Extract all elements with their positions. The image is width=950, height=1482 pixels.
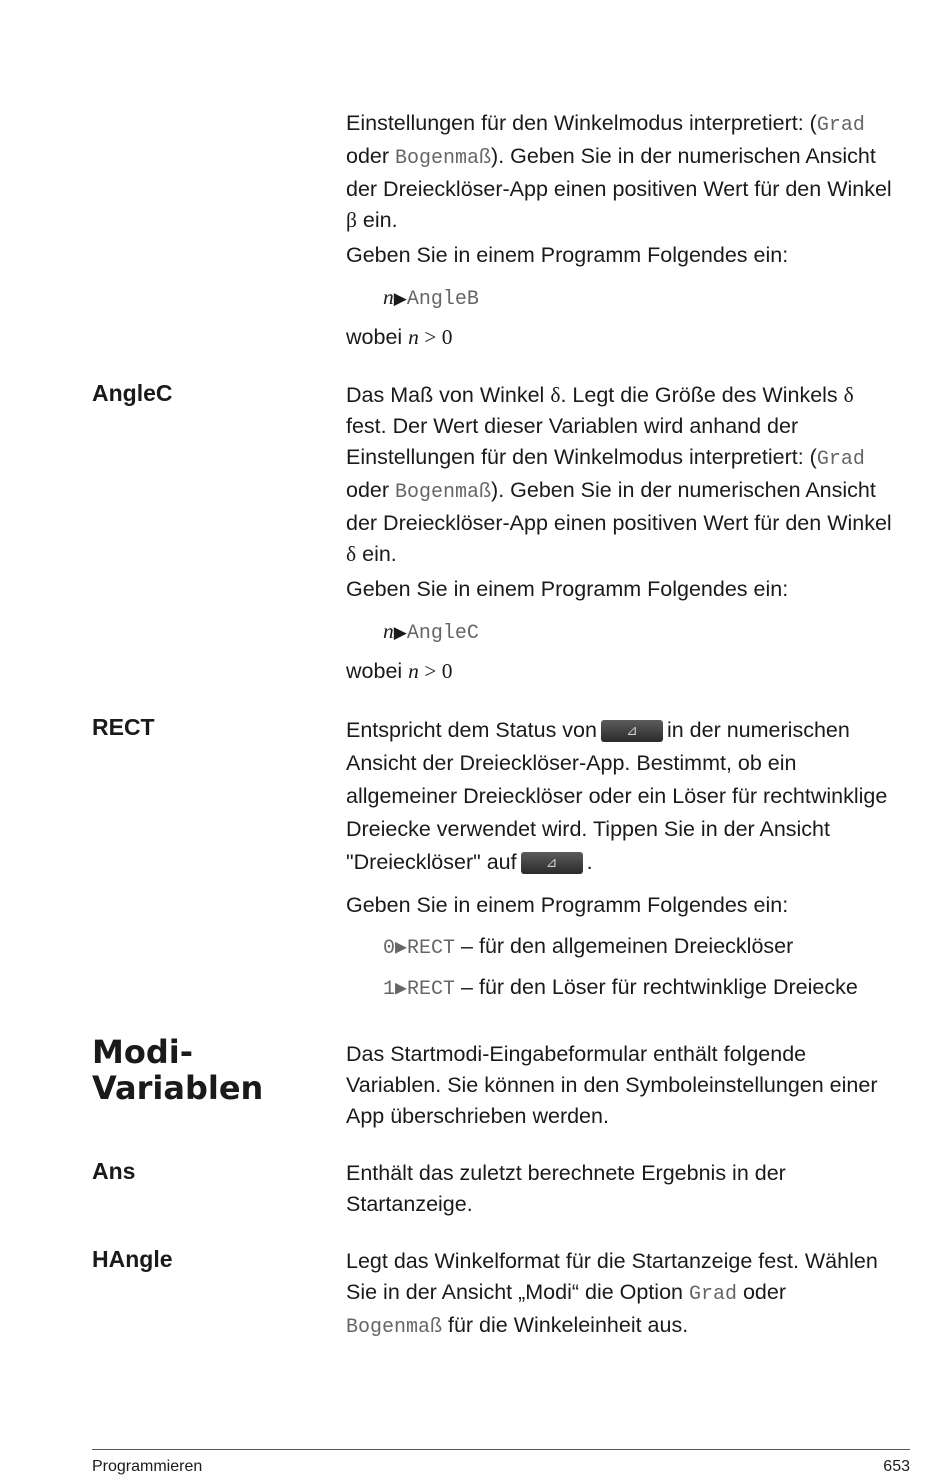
code-0-rect: 0▶RECT — [383, 937, 456, 960]
text-line: Entspricht dem Status von — [346, 718, 597, 742]
text-line: Dreiecke verwendet wird. Tippen Sie in der Ansicht — [346, 817, 830, 841]
text-line: allgemeiner Dreiecklöser oder ein Löser für rechtwinklige — [346, 784, 888, 808]
var-n: n — [408, 659, 419, 683]
text-line: App überschrieben werden. — [346, 1104, 609, 1128]
text-line: Das Maß von Winkel — [346, 383, 551, 407]
code-bogenmass: Bogenmaß — [346, 1316, 443, 1339]
right-triangle-button: ⊿ — [601, 720, 663, 742]
beta-symbol: β — [346, 208, 357, 232]
var-n: n — [383, 285, 394, 309]
text-wobei: wobei — [346, 325, 409, 349]
section-heading-modi-variablen — [92, 1034, 263, 1106]
text-line: Ansicht der Dreiecklöser-App. Bestimmt, ob ein — [346, 751, 797, 775]
text-line: ). Geben Sie in der numerischen Ansicht — [491, 478, 876, 502]
code-bogenmass: Bogenmaß — [395, 481, 492, 504]
text-line: Einstellungen für den Winkelmodus interpretiert: ( — [346, 445, 817, 469]
text-wobei: wobei — [346, 659, 409, 683]
program-instruction: Geben Sie in einem Programm Folgendes ein: — [346, 243, 789, 267]
text-line: fest. Der Wert dieser Variablen wird anhand der — [346, 414, 799, 438]
text-line: für die Winkeleinheit aus. — [442, 1313, 689, 1337]
store-arrow-icon: ▶ — [393, 289, 407, 308]
text-line: . — [586, 850, 593, 874]
program-instruction: Geben Sie in einem Programm Folgendes ein: — [346, 577, 789, 601]
text-line: Startanzeige. — [346, 1192, 473, 1216]
text-line: ). Geben Sie in der numerischen Ansicht — [491, 144, 876, 168]
condition — [346, 656, 911, 687]
hangle-description — [346, 1246, 911, 1343]
angleb-description — [346, 108, 911, 236]
code-example — [383, 616, 948, 649]
text-line: der Dreiecklöser-App einen positiven Wert für den Winkel — [346, 511, 892, 535]
footer-chapter: Programmieren — [92, 1458, 203, 1475]
text-line: Legt das Winkelformat für die Startanzeige fest. Wählen — [346, 1249, 878, 1273]
program-instruction: Geben Sie in einem Programm Folgendes ein: — [346, 893, 789, 917]
heading-line: Variablen — [92, 1069, 264, 1107]
text-line: Sie in der Ansicht „Modi“ die Option — [346, 1280, 689, 1304]
modi-description — [346, 1039, 911, 1132]
text-line: oder — [346, 478, 396, 502]
right-triangle-button: ⊿ — [521, 852, 583, 874]
text-line: Variablen. Sie können in den Symboleinstellungen einer — [346, 1073, 878, 1097]
text-line: – für den allgemeinen Dreiecklöser — [455, 934, 794, 958]
code-example-1 — [383, 972, 923, 1005]
ans-description — [346, 1158, 911, 1220]
code-example — [383, 282, 948, 315]
page-number: 653 — [883, 1458, 910, 1475]
delta-symbol: δ — [550, 383, 561, 407]
code-example-0 — [383, 931, 923, 964]
condition — [346, 322, 911, 353]
text-line: . Legt die Größe des Winkels — [560, 383, 844, 407]
delta-symbol: δ — [346, 542, 357, 566]
text-line: ein. — [356, 542, 397, 566]
rect-description — [346, 714, 911, 879]
condition-rest: > 0 — [418, 659, 453, 683]
delta-symbol: δ — [843, 383, 854, 407]
term-anglec: AngleC — [92, 380, 173, 406]
footer-divider — [92, 1449, 910, 1450]
text-line: oder — [737, 1280, 787, 1304]
code-grad: Grad — [816, 448, 865, 471]
text-line: Einstellungen für den Winkelmodus interpretiert: ( — [346, 111, 817, 135]
var-n: n — [383, 619, 394, 643]
code-angleb: AngleB — [406, 288, 479, 311]
text-line: Das Startmodi-Eingabeformular enthält folgende — [346, 1042, 807, 1066]
condition-rest: > 0 — [418, 325, 453, 349]
code-anglec: AngleC — [406, 622, 479, 645]
text-line: Enthält das zuletzt berechnete Ergebnis in der — [346, 1161, 786, 1185]
var-n: n — [408, 325, 419, 349]
code-grad: Grad — [816, 114, 865, 137]
text-line: oder — [346, 144, 396, 168]
text-line: in der numerischen — [666, 718, 850, 742]
code-grad: Grad — [688, 1283, 737, 1306]
text-line: ein. — [356, 208, 398, 232]
code-bogenmass: Bogenmaß — [395, 147, 492, 170]
text-line: – für den Löser für rechtwinklige Dreiecke — [455, 975, 858, 999]
text-line: der Dreiecklöser-App einen positiven Wert für den Winkel — [346, 177, 892, 201]
text-line: "Dreiecklöser" auf — [346, 850, 517, 874]
code-1-rect: 1▶RECT — [383, 978, 456, 1001]
heading-line: Modi- — [92, 1033, 193, 1071]
anglec-description — [346, 380, 911, 570]
store-arrow-icon: ▶ — [393, 623, 407, 642]
term-ans: Ans — [92, 1158, 136, 1184]
term-rect: RECT — [92, 714, 155, 740]
term-hangle: HAngle — [92, 1246, 173, 1272]
